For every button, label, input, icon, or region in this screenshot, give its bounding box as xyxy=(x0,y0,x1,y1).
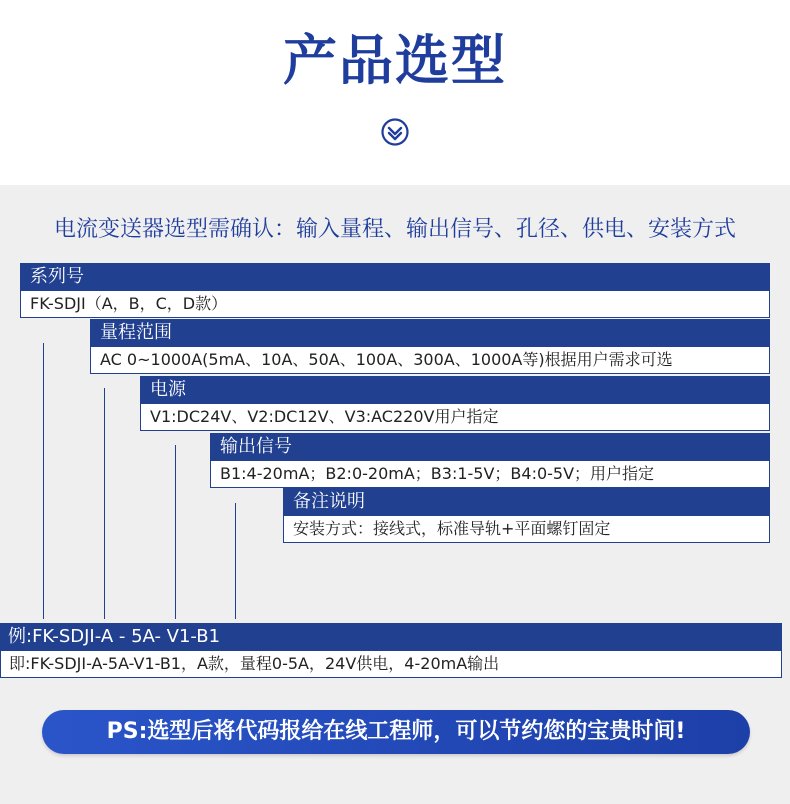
connector-line-4 xyxy=(235,503,236,619)
section-output-value: B1:4-20mA；B2:0-20mA；B3:1-5V；B4:0-5V；用户指定 xyxy=(210,460,770,488)
section-range-header: 量程范围 xyxy=(90,319,770,346)
circle-chevron-down-icon xyxy=(380,117,410,147)
section-range-value: AC 0~1000A(5mA、10A、50A、100A、300A、1000A等)根据用户需求可选 xyxy=(90,346,770,374)
section-notes-header: 备注说明 xyxy=(283,488,770,515)
section-series-value: FK-SDJI（A，B，C，D款） xyxy=(20,290,770,318)
section-output-header: 输出信号 xyxy=(210,433,770,460)
section-series-header: 系列号 xyxy=(20,263,770,290)
section-power-value: V1:DC24V、V2:DC12V、V3:AC220V用户指定 xyxy=(140,403,770,431)
connector-line-1 xyxy=(43,343,44,619)
intro-text: 电流变送器选型需确认：输入量程、输出信号、孔径、供电、安装方式 xyxy=(53,217,736,242)
connector-line-2 xyxy=(104,388,105,619)
page-title: 产品选型 xyxy=(283,29,507,92)
section-power-header: 电源 xyxy=(140,376,770,403)
section-notes-value: 安装方式：接线式，标准导轨+平面螺钉固定 xyxy=(283,515,770,543)
ps-note: PS:选型后将代码报给在线工程师，可以节约您的宝贵时间! xyxy=(42,710,750,754)
header-area xyxy=(0,0,790,185)
example-value: 即:FK-SDJI-A-5A-V1-B1，A款，量程0-5A，24V供电，4-20mA输出 xyxy=(0,650,782,678)
connector-line-3 xyxy=(175,445,176,619)
example-header: 例:FK-SDJI-A - 5A- V1-B1 xyxy=(0,623,782,650)
